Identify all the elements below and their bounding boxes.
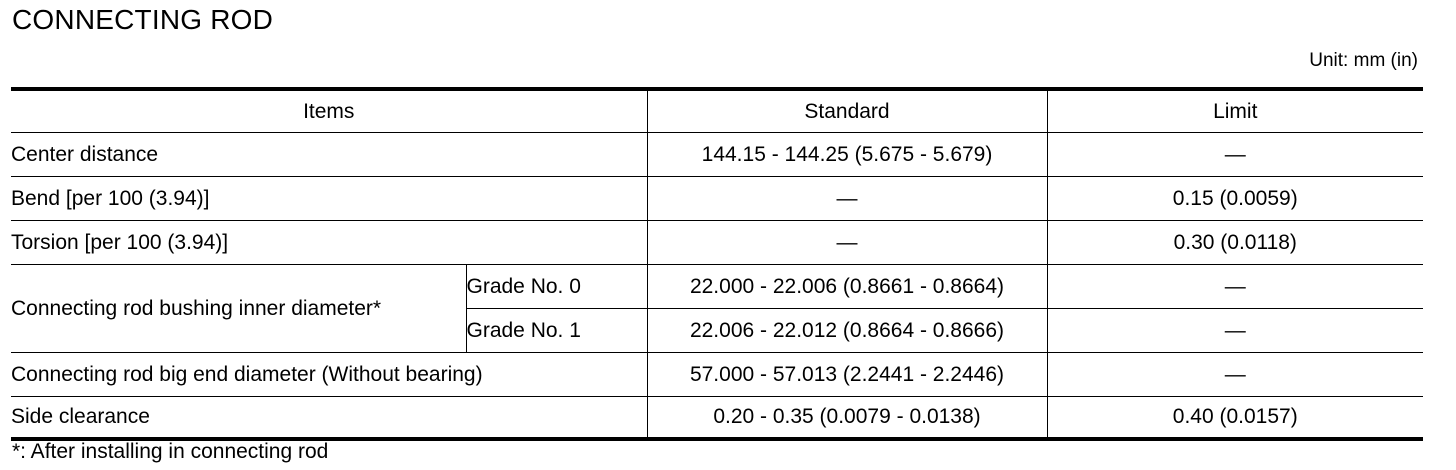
unit-note: Unit: mm (in) — [1309, 50, 1418, 71]
footnote: *: After installing in connecting rod — [12, 440, 329, 463]
row-item: Side clearance — [11, 397, 647, 440]
row-standard: 22.006 - 22.012 (0.8664 - 0.8666) — [647, 309, 1047, 353]
row-item: Bend [per 100 (3.94)] — [11, 177, 647, 221]
header-items: Items — [11, 89, 647, 133]
row-limit: 0.30 (0.0118) — [1047, 221, 1423, 265]
row-standard: 144.15 - 144.25 (5.675 - 5.679) — [647, 133, 1047, 177]
spec-table — [11, 87, 1423, 441]
row-limit: — — [1047, 133, 1423, 177]
table-row — [11, 221, 1423, 265]
table-row — [11, 177, 1423, 221]
row-standard: 0.20 - 0.35 (0.0079 - 0.0138) — [647, 397, 1047, 440]
row-standard: — — [647, 177, 1047, 221]
row-standard: — — [647, 221, 1047, 265]
table-row — [11, 397, 1423, 440]
row-item: Connecting rod bushing inner diameter* — [11, 265, 466, 353]
row-limit: — — [1047, 309, 1423, 353]
page-title: CONNECTING ROD — [12, 4, 274, 35]
row-item: Torsion [per 100 (3.94)] — [11, 221, 647, 265]
header-limit: Limit — [1047, 89, 1423, 133]
row-limit: — — [1047, 353, 1423, 397]
row-item: Center distance — [11, 133, 647, 177]
table-header-row — [11, 89, 1423, 133]
row-standard: 22.000 - 22.006 (0.8661 - 0.8664) — [647, 265, 1047, 309]
row-limit: 0.15 (0.0059) — [1047, 177, 1423, 221]
row-limit: 0.40 (0.0157) — [1047, 397, 1423, 440]
row-grade: Grade No. 1 — [466, 309, 647, 353]
row-grade: Grade No. 0 — [466, 265, 647, 309]
header-standard: Standard — [647, 89, 1047, 133]
table-row — [11, 133, 1423, 177]
row-limit: — — [1047, 265, 1423, 309]
table-row — [11, 353, 1423, 397]
table-row — [11, 265, 1423, 309]
row-item: Connecting rod big end diameter (Without bearing) — [11, 353, 647, 397]
row-standard: 57.000 - 57.013 (2.2441 - 2.2446) — [647, 353, 1047, 397]
